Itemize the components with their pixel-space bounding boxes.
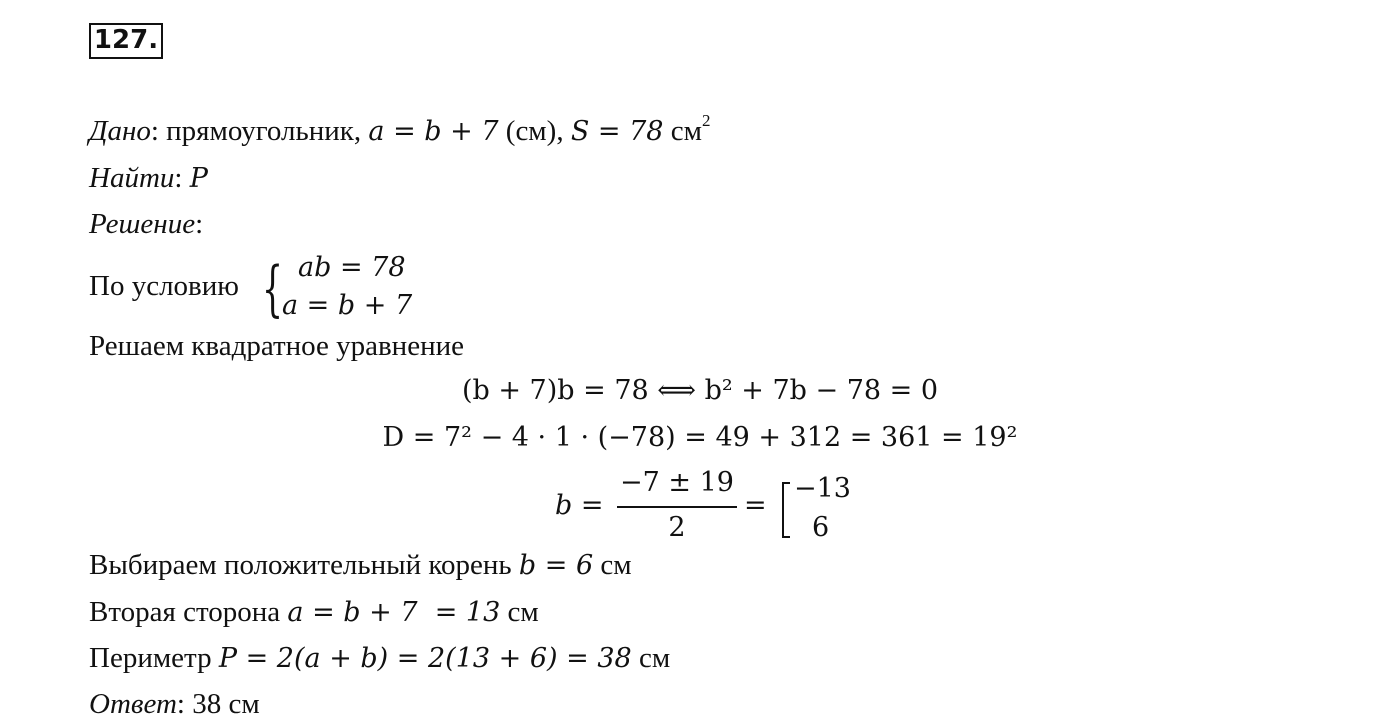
answer-label: Ответ <box>89 688 177 720</box>
given-unit1: (см), <box>498 115 571 147</box>
second-side-line <box>89 596 539 629</box>
roots-bracket <box>782 482 790 538</box>
fraction-bar <box>617 506 737 508</box>
root-2: 6 <box>812 512 830 543</box>
root-1: −13 <box>794 473 851 504</box>
find-label: Найти <box>89 162 175 194</box>
second-side-expr: a = b + 7 = 13 <box>287 597 501 628</box>
system-row-2: a = b + 7 <box>282 290 413 321</box>
perimeter-expr: P = 2(a + b) = 2(13 + 6) = 38 <box>218 643 632 674</box>
perimeter-unit: см <box>631 642 671 674</box>
solution-line <box>89 208 203 241</box>
find-colon: : <box>174 162 190 194</box>
answer-line <box>89 688 260 721</box>
system-brace: { <box>262 254 284 324</box>
given-eq1: a = b + 7 <box>368 116 499 147</box>
roots-denominator: 2 <box>668 512 686 543</box>
quadratic-equation: (b + 7)b = 78 ⟺ b² + 7b − 78 = 0 <box>461 375 939 406</box>
problem-number: 127. <box>89 23 163 59</box>
answer-colon: : <box>176 688 193 720</box>
given-eq2: S = 78 <box>570 116 664 147</box>
given-label: Дано <box>89 115 151 147</box>
choose-root-line <box>89 549 632 582</box>
given-unit2: см <box>663 115 702 147</box>
given-colon: : <box>150 115 159 147</box>
find-value: P <box>189 163 208 194</box>
choose-root-unit: см <box>593 549 632 581</box>
system-row-1: ab = 78 <box>298 252 406 283</box>
choose-root-text: Выбираем положительный корень <box>89 549 519 581</box>
roots-eq: = <box>744 490 767 521</box>
discriminant-equation: D = 7² − 4 · 1 · (−78) = 49 + 312 = 361 = 19² <box>382 422 1018 453</box>
second-side-unit: см <box>500 596 539 628</box>
roots-numerator: −7 ± 19 <box>620 467 734 498</box>
condition-text: По условию <box>89 270 239 302</box>
given-sup: 2 <box>701 111 711 130</box>
perimeter-line <box>89 642 670 675</box>
solution-label: Решение <box>89 208 196 240</box>
find-line <box>89 162 208 195</box>
answer-value: 38 см <box>192 688 260 720</box>
second-side-text: Вторая сторона <box>89 596 288 628</box>
solve-text: Решаем квадратное уравнение <box>89 330 464 362</box>
roots-lhs: b = <box>555 490 604 521</box>
given-text: прямоугольник, <box>158 115 369 147</box>
given-line <box>89 111 711 148</box>
choose-root-expr: b = 6 <box>518 550 594 581</box>
perimeter-text: Периметр <box>89 642 219 674</box>
solution-colon: : <box>195 208 204 240</box>
